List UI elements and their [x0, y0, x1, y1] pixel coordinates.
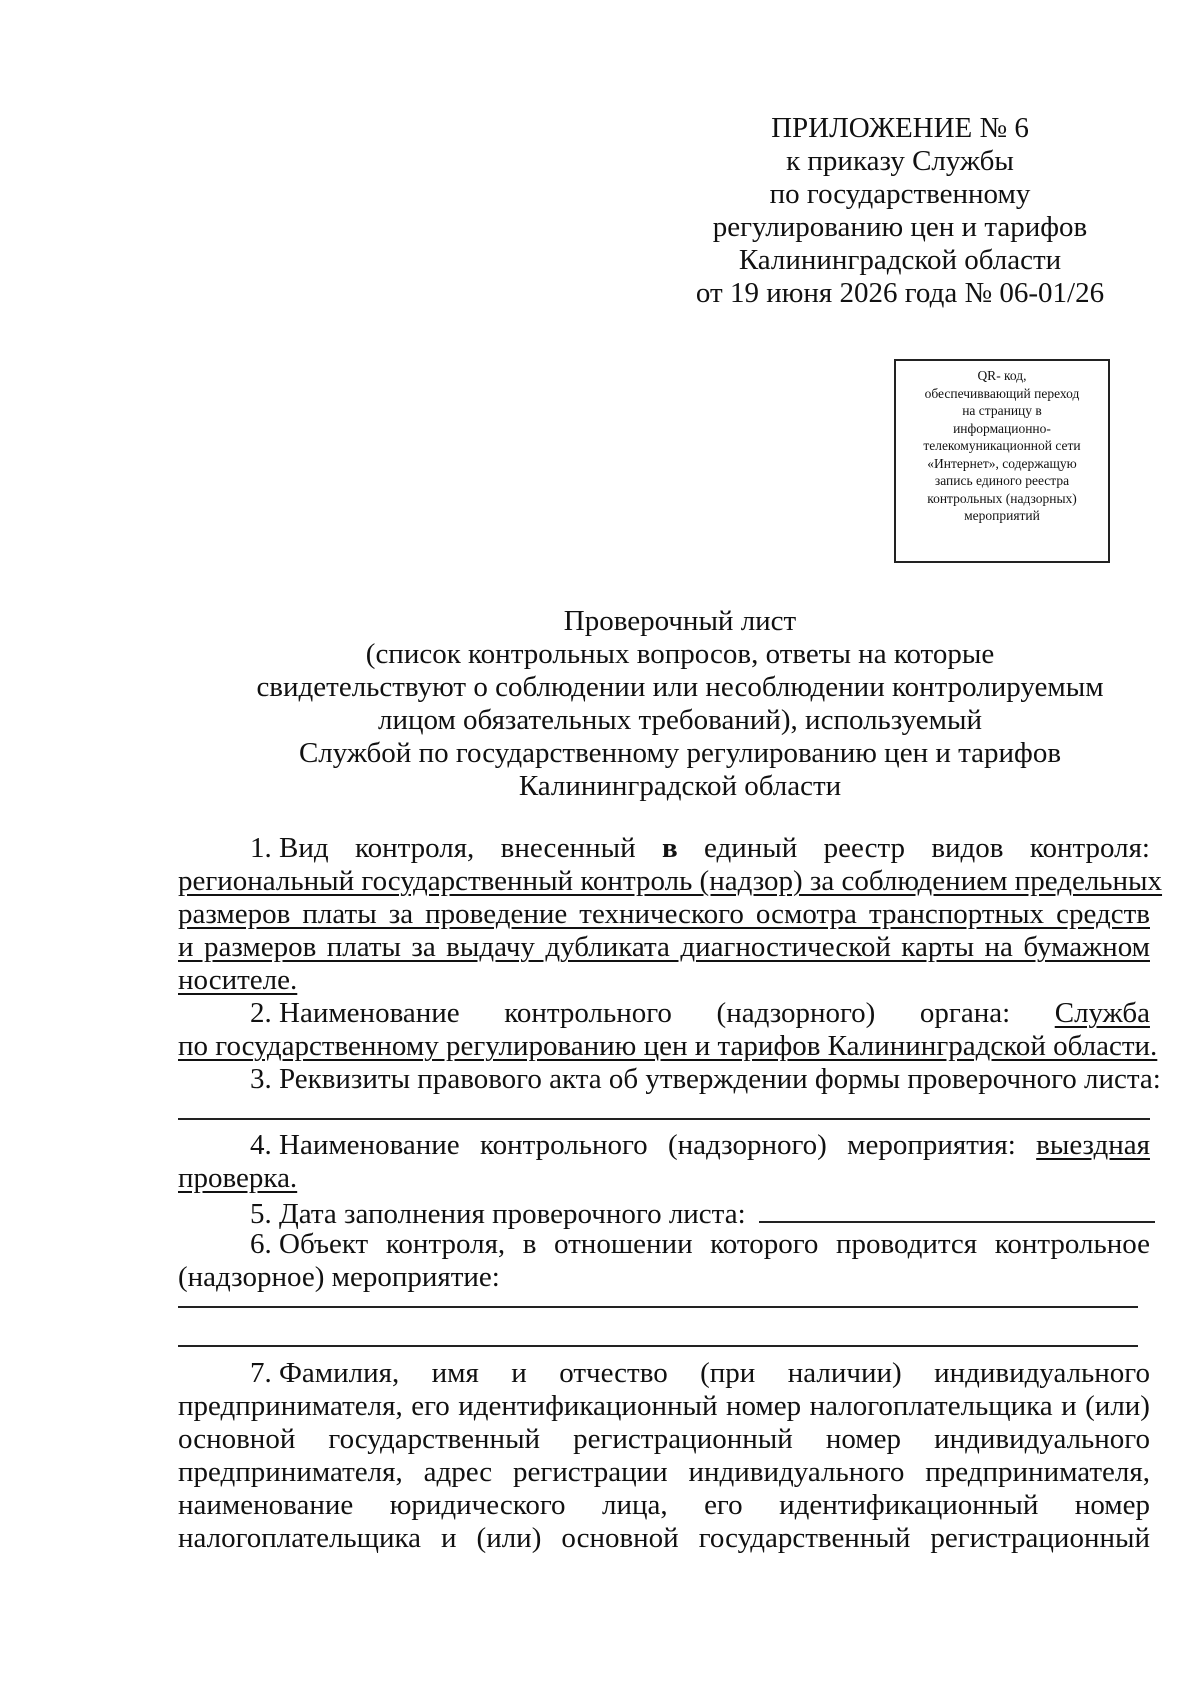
word: которого — [710, 1228, 819, 1260]
word: регистрационный — [573, 1423, 793, 1455]
word: и — [441, 1522, 457, 1554]
word: государственный — [698, 1522, 911, 1554]
word: мероприятия: — [847, 1129, 1016, 1161]
word: и — [1061, 1390, 1077, 1422]
item-7-line — [178, 1456, 1150, 1489]
qr-text-line: запись единого реестра — [934, 473, 1070, 488]
item-4 — [178, 1129, 1150, 1195]
item-2-line — [178, 997, 1150, 1030]
word: его — [704, 1489, 743, 1521]
word: отношении — [554, 1228, 693, 1260]
item-7-line — [178, 1390, 1150, 1423]
control-type-value: региональный государственный контроль (надзор) за соблюдением предельных — [178, 865, 1163, 897]
word: налогоплательщика — [809, 1390, 1053, 1422]
title-line: Проверочный лист — [563, 605, 797, 637]
word: (при — [700, 1357, 756, 1389]
qr-text-line: QR- код, — [977, 368, 1027, 383]
word: (надзорного) — [668, 1129, 827, 1161]
qr-text-line: обеспечиввающий переход — [924, 385, 1080, 401]
item-1-value-line — [178, 865, 1163, 898]
item-4-line — [178, 1129, 1150, 1162]
annex-date-number: от 19 июня 2026 года № 06-01/26 — [695, 277, 1105, 309]
word: в — [522, 1228, 537, 1260]
word: наличии) — [787, 1357, 902, 1389]
word: лица, — [601, 1489, 668, 1521]
word: контроля: — [1029, 832, 1150, 864]
word: регистрации — [513, 1456, 668, 1488]
item-7-line — [178, 1423, 1150, 1456]
word: контроля, — [385, 1228, 506, 1260]
annex-org-line: регулированию цен и тарифов — [712, 211, 1088, 243]
word: отчество — [559, 1357, 668, 1389]
annex-number: ПРИЛОЖЕНИЕ № 6 — [771, 112, 1029, 144]
annex-order-ref: к приказу Службы — [786, 145, 1014, 177]
word: 1. Вид — [250, 832, 329, 864]
title-line: (список контрольных вопросов, ответы на которые — [365, 638, 995, 670]
word: предпринимателя, — [178, 1390, 403, 1422]
item-5 — [178, 1195, 1150, 1228]
control-type-value: носителе. — [178, 964, 298, 996]
qr-code-placeholder — [894, 359, 1110, 563]
item-6-line-2: (надзорное) мероприятие: — [178, 1261, 500, 1293]
item-5-line — [178, 1195, 1150, 1228]
event-value: выездная — [1036, 1129, 1150, 1161]
word: 4. Наименование — [250, 1129, 460, 1161]
word: индивидуального — [688, 1456, 905, 1488]
legal-act-blank-field[interactable] — [178, 1118, 1150, 1120]
item-7 — [178, 1357, 1150, 1555]
document-title — [180, 605, 1180, 803]
item-6-line — [178, 1228, 1150, 1261]
word: предпринимателя, — [178, 1456, 403, 1488]
annex-region: Калининградской области — [738, 244, 1062, 276]
word: предпринимателя, — [925, 1456, 1150, 1488]
word: и — [511, 1357, 527, 1389]
qr-text-line: на страницу в — [962, 403, 1042, 418]
word: (надзорного) — [716, 997, 876, 1029]
fill-date-blank-field[interactable] — [759, 1195, 1155, 1223]
word: видов — [931, 832, 1004, 864]
word: 6. Объект — [250, 1228, 369, 1260]
word: индивидуального — [934, 1357, 1150, 1389]
word: идентификационный — [458, 1390, 718, 1422]
word: органа: — [919, 997, 1011, 1029]
word: контрольного — [504, 997, 672, 1029]
control-object-blank-field[interactable] — [178, 1345, 1138, 1347]
item-5-label: 5. Дата заполнения проверочного листа: — [250, 1198, 746, 1230]
qr-text-line: информационно- — [953, 420, 1051, 436]
item-7-line — [178, 1489, 1150, 1522]
control-object-blank-field[interactable] — [178, 1306, 1138, 1308]
word: реестр — [823, 832, 905, 864]
word: номер — [1074, 1489, 1150, 1521]
word: его — [411, 1390, 450, 1422]
authority-value: Служба — [1054, 997, 1150, 1029]
word: в — [661, 832, 678, 864]
word: 7. Фамилия, — [250, 1357, 400, 1389]
word: 2. Наименование — [250, 997, 460, 1029]
qr-text-line: контрольных (надзорных) — [927, 490, 1077, 506]
title-line: Службой по государственному регулированию цен и тарифов — [298, 737, 1062, 769]
item-3 — [178, 1063, 1161, 1096]
word: адрес — [423, 1456, 493, 1488]
annex-header — [640, 112, 1160, 310]
title-line: лицом обязательных требований), используемый — [378, 704, 982, 736]
item-1-value-line — [178, 964, 1150, 997]
word: контрольного — [480, 1129, 648, 1161]
word: контроля, — [354, 832, 475, 864]
item-2-value-line — [178, 1030, 1158, 1063]
authority-value: по государственному регулированию цен и тарифов Калининградской области. — [178, 1030, 1158, 1062]
title-line: Калининградской области — [518, 770, 842, 802]
control-type-value: размеров платы за проведение технического осмотра транспортных средств — [178, 898, 1150, 930]
word: проводится — [835, 1228, 978, 1260]
item-1-value-line — [178, 931, 1150, 964]
control-type-value: и размеров платы за выдачу дубликата диагностической карты на бумажном — [178, 931, 1150, 963]
item-2 — [178, 997, 1158, 1063]
word: основной — [561, 1522, 679, 1554]
word: имя — [431, 1357, 479, 1389]
qr-text-line: «Интернет», содержащую — [927, 455, 1077, 471]
word: (или) — [476, 1522, 542, 1554]
item-7-line — [178, 1522, 1150, 1555]
item-1-value-line — [178, 898, 1150, 931]
word: основной — [178, 1423, 296, 1455]
annex-org-line: по государственному — [769, 178, 1031, 210]
item-6 — [178, 1228, 1150, 1294]
item-1 — [178, 832, 1163, 997]
word: единый — [703, 832, 798, 864]
qr-text-line: телекомуникационной сети — [923, 438, 1081, 453]
item-1-line — [178, 832, 1150, 865]
event-value: проверка. — [178, 1162, 298, 1194]
word: идентификационный — [779, 1489, 1039, 1521]
word: юридического — [389, 1489, 566, 1521]
word: государственный — [328, 1423, 541, 1455]
item-7-line — [178, 1357, 1150, 1390]
word: номер — [825, 1423, 902, 1455]
title-line: свидетельствуют о соблюдении или несоблюдении контролируемым — [256, 671, 1104, 703]
word: (или) — [1085, 1390, 1150, 1422]
word: внесенный — [500, 832, 636, 864]
word: регистрационный — [930, 1522, 1150, 1554]
word: налогоплательщика — [178, 1522, 422, 1554]
qr-text-line: мероприятий — [964, 508, 1040, 523]
word: наименование — [178, 1489, 354, 1521]
item-3-text: 3. Реквизиты правового акта об утверждении формы проверочного листа: — [250, 1063, 1161, 1095]
word: контрольное — [994, 1228, 1150, 1260]
word: номер — [725, 1390, 802, 1422]
item-4-value-line — [178, 1162, 1150, 1195]
word: индивидуального — [934, 1423, 1150, 1455]
